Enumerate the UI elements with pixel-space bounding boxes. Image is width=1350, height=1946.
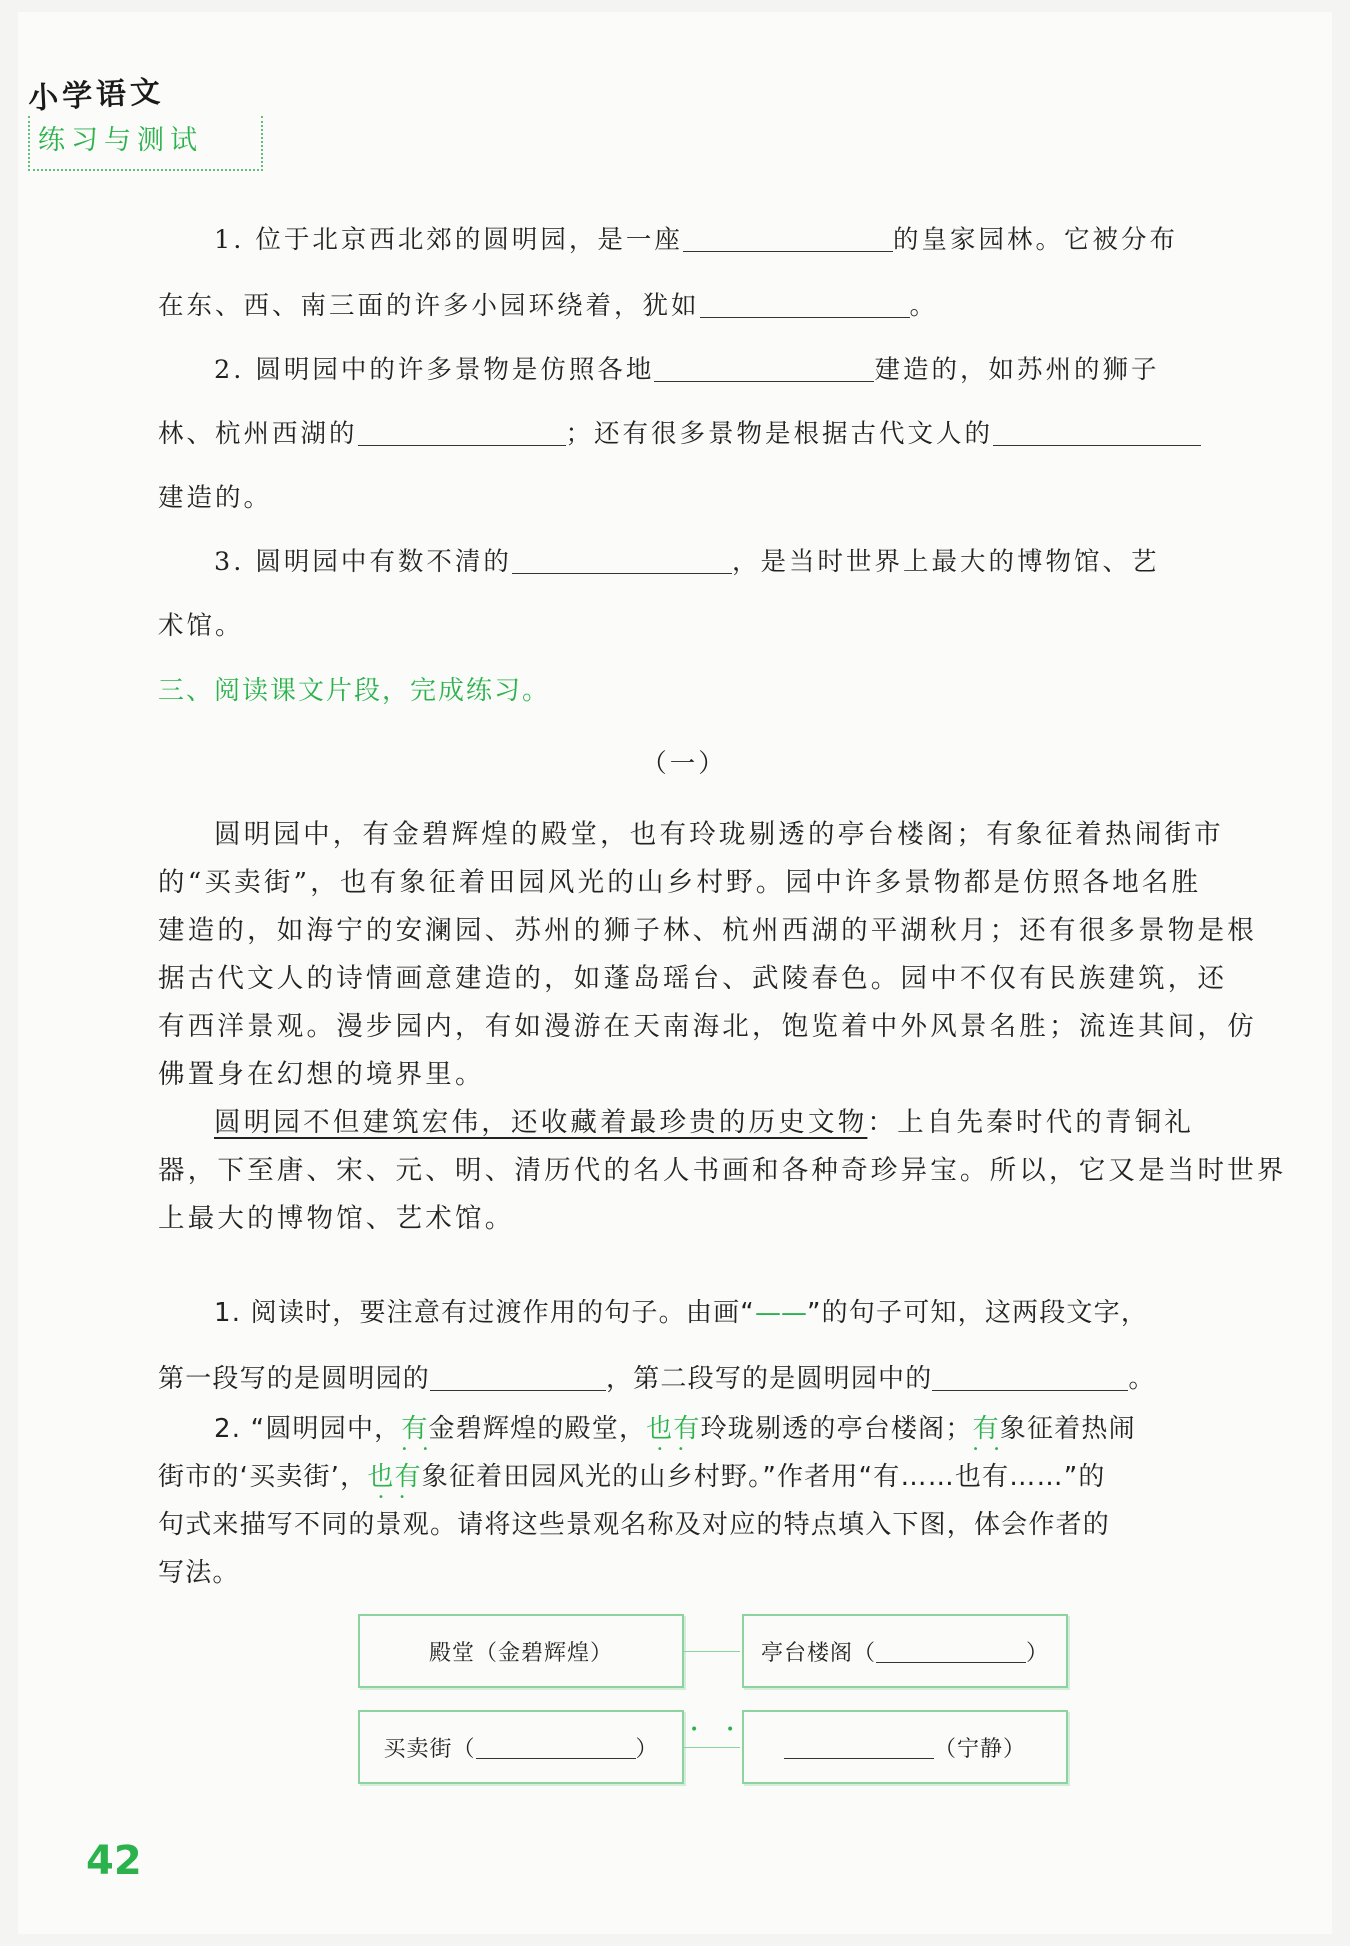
answer-blank[interactable] [700, 291, 910, 318]
answer-blank[interactable] [358, 419, 566, 446]
passage-line: 的“买卖街”，也有象征着田园风光的山乡村野。园中许多景物都是仿照各地名胜 [158, 867, 1202, 898]
diagram-box-hall: 殿堂（金碧辉煌） [358, 1614, 684, 1688]
answer-blank[interactable] [512, 547, 732, 574]
s3-q2-line2: 街市的‘买卖街’，也有 • •象征着田园风光的山乡村野。”作者用“有……也有……”的 [158, 1456, 1106, 1493]
emphasis-you: 有 • • [401, 1414, 428, 1444]
answer-blank[interactable] [932, 1364, 1128, 1391]
subject-title: 小学语文 [27, 74, 166, 117]
passage-line: 上最大的博物馆、艺术馆。 [158, 1203, 515, 1234]
passage-subheading: （一） [641, 749, 727, 779]
diagram-box-market-street: 买卖街（ ） [358, 1710, 684, 1784]
transition-sentence: 圆明园不但建筑宏伟，还收藏着最珍贵的历史文物 [214, 1107, 868, 1138]
passage-line: 圆明园中，有金碧辉煌的殿堂，也有玲珑剔透的亭台楼阁；有象征着热闹街市 [214, 819, 1224, 850]
passage-line: 有西洋景观。漫步园内，有如漫游在天南海北，饱览着中外风景名胜；流连其间，仿 [158, 1011, 1257, 1042]
diagram-connector [684, 1651, 740, 1652]
section-3-heading: 三、阅读课文片段，完成练习。 [158, 676, 551, 706]
diagram-box-pavilion: 亭台楼阁（ ） [742, 1614, 1068, 1688]
s3-q2-line3: 句式来描写不同的景观。请将这些景观名称及对应的特点填入下图，体会作者的 [158, 1510, 1111, 1540]
emphasis-yeyou: 也有 • • [646, 1414, 700, 1444]
s3-q1-line2: 第一段写的是圆明园的 ，第二段写的是圆明园中的 。 [158, 1364, 1156, 1394]
answer-blank[interactable] [654, 355, 874, 382]
answer-blank[interactable] [476, 1736, 636, 1759]
emphasis-you: 有 • • [973, 1414, 1000, 1444]
diagram-box-village: （宁静） [742, 1710, 1068, 1784]
connector-dot: • [690, 1722, 699, 1738]
page-number: 42 [86, 1838, 142, 1884]
answer-blank[interactable] [784, 1736, 934, 1759]
s2-q2-line1: 2. 圆明园中的许多景物是仿照各地 建造的，如苏州的狮子 [214, 355, 1160, 385]
passage-line: 据古代文人的诗情画意建造的，如蓬岛瑶台、武陵春色。园中不仅有民族建筑，还 [158, 963, 1228, 994]
passage-line: 器，下至唐、宋、元、明、清历代的名人书画和各种奇珍异宝。所以，它又是当时世界 [158, 1155, 1287, 1186]
connector-dot: • [726, 1722, 735, 1738]
s2-q1-line1: 1. 位于北京西北郊的圆明园，是一座 的皇家园林。它被分布 [214, 225, 1178, 255]
answer-blank[interactable] [430, 1364, 606, 1391]
emphasis-yeyou: 也有 • • [367, 1462, 421, 1492]
s3-q2-line4: 写法。 [158, 1558, 240, 1588]
s2-q1-line2: 在东、西、南三面的许多小园环绕着，犹如 。 [158, 291, 939, 321]
series-title: 练习与测试 [28, 116, 263, 171]
answer-blank[interactable] [993, 419, 1201, 446]
answer-blank[interactable] [683, 225, 893, 252]
underline-mark: —— [754, 1298, 807, 1328]
passage-line: 建造的，如海宁的安澜园、苏州的狮子林、杭州西湖的平湖秋月；还有很多景物是根 [158, 915, 1257, 946]
s3-q2-line1: 2. “圆明园中，有 • •金碧辉煌的殿堂，也有 • •玲珑剔透的亭台楼阁；有 • •象征着热闹 [158, 1408, 1136, 1445]
book-header [28, 70, 263, 171]
s2-q2-line3: 建造的。 [158, 483, 273, 513]
passage-line: 佛置身在幻想的境界里。 [158, 1059, 485, 1090]
s2-q2-line2: 林、杭州西湖的 ；还有很多景物是根据古代文人的 [158, 414, 1201, 450]
s2-q3-line1: 3. 圆明园中有数不清的 ，是当时世界上最大的博物馆、艺 [214, 547, 1160, 577]
diagram-connector [684, 1747, 740, 1748]
answer-blank[interactable] [876, 1640, 1026, 1663]
passage-line: 圆明园不但建筑宏伟，还收藏着最珍贵的历史文物：上自先秦时代的青铜礼 [214, 1107, 1195, 1138]
s2-q3-line2: 术馆。 [158, 611, 244, 641]
s3-q1-line1: 1. 阅读时，要注意有过渡作用的句子。由画“——”的句子可知，这两段文字， [214, 1298, 1149, 1328]
